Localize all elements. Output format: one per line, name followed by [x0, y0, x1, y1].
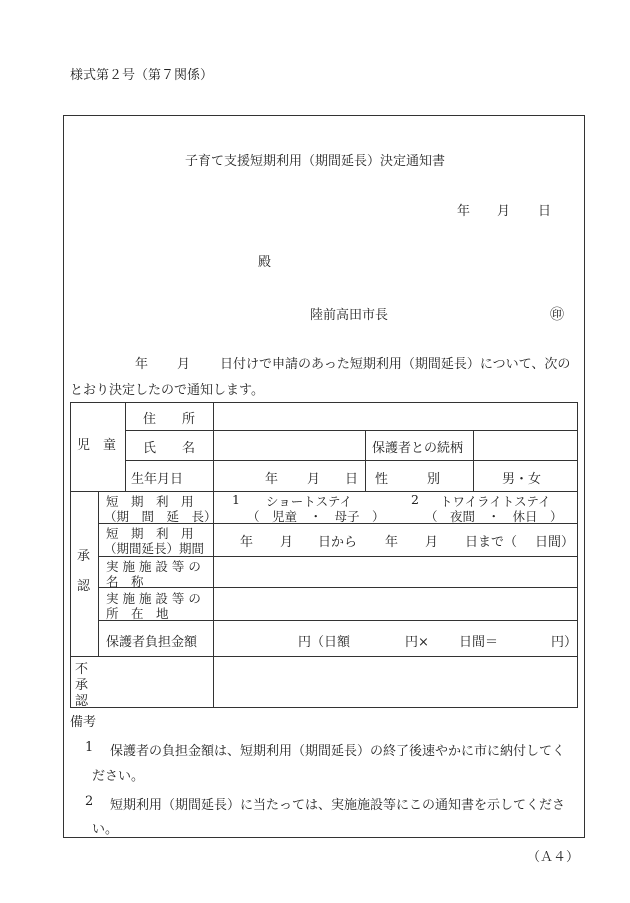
period-from: 日から: [318, 535, 358, 550]
notes-heading: 備考: [70, 715, 97, 730]
usage-opt2-sub: （ 夜間 ・ 休日 ）: [425, 509, 563, 524]
intro-text-line2: とおり決定したので通知します。: [70, 383, 264, 398]
note2-number: 2: [85, 794, 94, 809]
date-year: 年: [457, 204, 471, 219]
period-year2: 年: [385, 535, 399, 550]
facility-name-label-1: 実 施 施 設 等 の: [106, 559, 201, 574]
name-label: 氏 名: [143, 441, 196, 456]
form-number: 様式第２号（第７関係）: [70, 68, 214, 83]
intro-text-line1: 日付けで申請のあった短期利用（期間延長）について、次の: [220, 357, 571, 372]
issuer-name: 陸前高田市長: [310, 308, 389, 323]
rejection-label-1: 不: [75, 662, 89, 677]
approval-label-1: 承: [77, 549, 91, 564]
approval-label-2: 認: [77, 579, 91, 594]
fee-yen-close: 円）: [551, 635, 578, 650]
rejection-label-2: 承: [75, 678, 89, 693]
note2-line2: い。: [92, 822, 119, 837]
usage-opt1-sub: （ 児童 ・ 母子 ）: [247, 509, 385, 524]
address-label: 住 所: [143, 412, 196, 427]
sex-label: 性 別: [375, 472, 441, 487]
intro-year: 年: [135, 357, 149, 372]
document-title: 子育て支援短期利用（期間延長）決定通知書: [184, 154, 445, 169]
facility-address-label-2: 所 在 地: [106, 606, 169, 621]
note1-line1: 保護者の負担金額は、短期利用（期間延長）の終了後速やかに市に納付してく: [110, 744, 566, 759]
fee-days-eq: 日間＝: [459, 635, 499, 650]
date-month: 月: [497, 204, 511, 219]
usage-opt1-num: 1: [232, 492, 240, 507]
usage-label-1: 短 期 利 用: [106, 494, 194, 509]
period-label-1: 短 期 利 用: [106, 526, 194, 541]
fee-yen: 円（日額: [298, 635, 351, 650]
birth-day: 日: [345, 472, 359, 487]
paper-size-label: （Ａ４）: [527, 850, 580, 865]
birth-month: 月: [307, 472, 321, 487]
note2-line1: 短期利用（期間延長）に当たっては、実施施設等にこの通知書を示してくださ: [110, 798, 566, 813]
addressee-suffix: 殿: [258, 255, 272, 270]
period-month1: 月: [280, 535, 294, 550]
period-year1: 年: [240, 535, 254, 550]
date-day: 日: [538, 204, 552, 219]
note1-number: 1: [85, 740, 94, 755]
child-section-label: 児 童: [77, 438, 117, 453]
relation-label: 保護者との続柄: [372, 441, 464, 456]
usage-opt1-name: ショートステイ: [266, 494, 353, 509]
usage-opt2-name: トワイライトステイ: [440, 494, 551, 509]
rejection-label-3: 認: [75, 694, 89, 709]
intro-month: 月: [177, 357, 191, 372]
note1-line2: ださい。: [92, 769, 145, 784]
sex-value: 男・女: [502, 472, 542, 487]
period-label-2: （期間延長）期間: [104, 541, 205, 556]
fee-yen-times: 円×: [405, 635, 429, 650]
facility-name-label-2: 名 称: [106, 574, 144, 589]
period-to: 日まで（: [465, 535, 518, 550]
fee-label: 保護者負担金額: [106, 635, 198, 650]
usage-label-2: （期 間 延 長）: [104, 509, 217, 524]
seal-mark: ㊞: [550, 307, 564, 323]
period-month2: 月: [425, 535, 439, 550]
birth-year: 年: [265, 472, 279, 487]
period-days: 日間）: [535, 535, 575, 550]
birth-label: 生年月日: [131, 472, 184, 487]
facility-address-label-1: 実 施 施 設 等 の: [106, 591, 201, 606]
usage-opt2-num: 2: [411, 492, 419, 507]
